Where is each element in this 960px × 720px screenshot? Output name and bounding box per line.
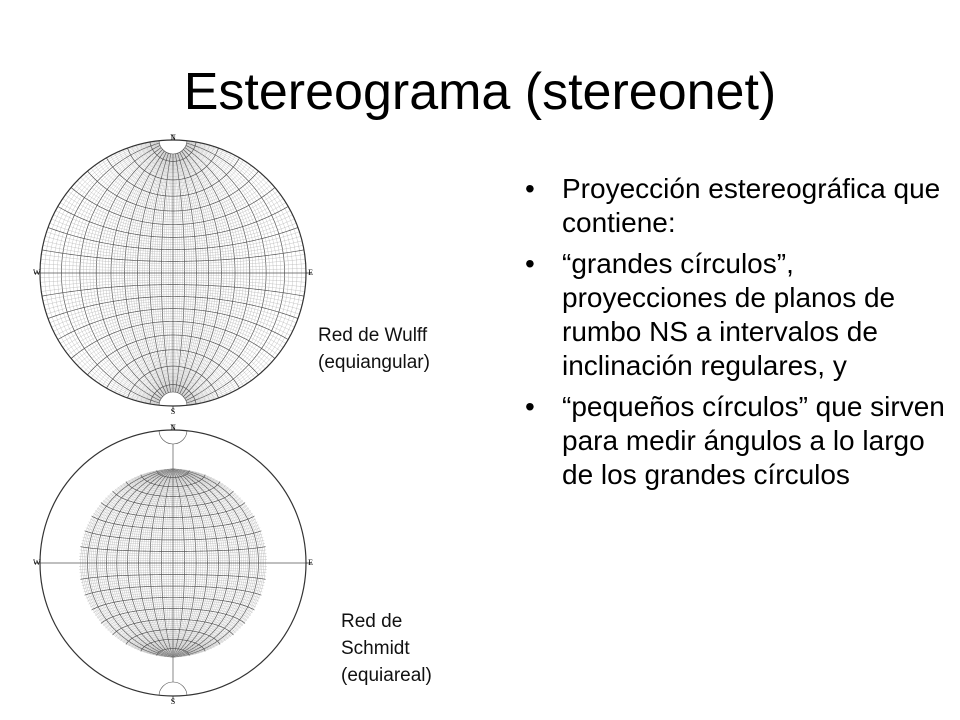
bullet-item [521, 390, 946, 492]
bullet-marker: • [525, 248, 535, 279]
bullet-text: Proyección estereográfica que contiene: [562, 173, 941, 238]
south-label: S [170, 407, 176, 416]
schmidt-net-drawing [33, 418, 313, 708]
wulff-label [318, 322, 430, 376]
east-label: E [308, 268, 313, 277]
bullet-marker: • [525, 391, 535, 422]
schmidt-label-line2: Schmidt [341, 638, 410, 659]
north-label: N [170, 133, 176, 142]
wulff-label-line1: Red de Wulff [318, 325, 428, 346]
south-label: S [170, 697, 176, 706]
slide-title: Estereograma (stereonet) [183, 63, 777, 121]
bullet-text: “pequeños círculos” que sirven para medir ángulos a lo largo de los grandes círculos [562, 391, 945, 490]
bullet-item [521, 172, 946, 240]
schmidt-label-line1: Red de [341, 611, 403, 632]
north-label: N [170, 423, 176, 432]
schmidt-label [341, 608, 432, 689]
net-grid [40, 128, 306, 418]
bullet-text: “grandes círculos”, proyecciones de planos de rumbo NS a intervalos de inclinación regulares, y [562, 248, 896, 381]
wulff-label-line2: (equiangular) [318, 352, 430, 373]
west-label: W [33, 558, 41, 567]
wulff-net-drawing [33, 128, 313, 418]
schmidt-net [33, 418, 313, 708]
wulff-net [33, 128, 313, 418]
west-label: W [33, 268, 41, 277]
bullet-item [521, 247, 946, 383]
bullet-list [521, 172, 946, 499]
schmidt-label-line3: (equiareal) [341, 665, 432, 686]
east-label: E [308, 558, 313, 567]
net-grid [40, 418, 306, 708]
bullet-marker: • [525, 173, 535, 204]
